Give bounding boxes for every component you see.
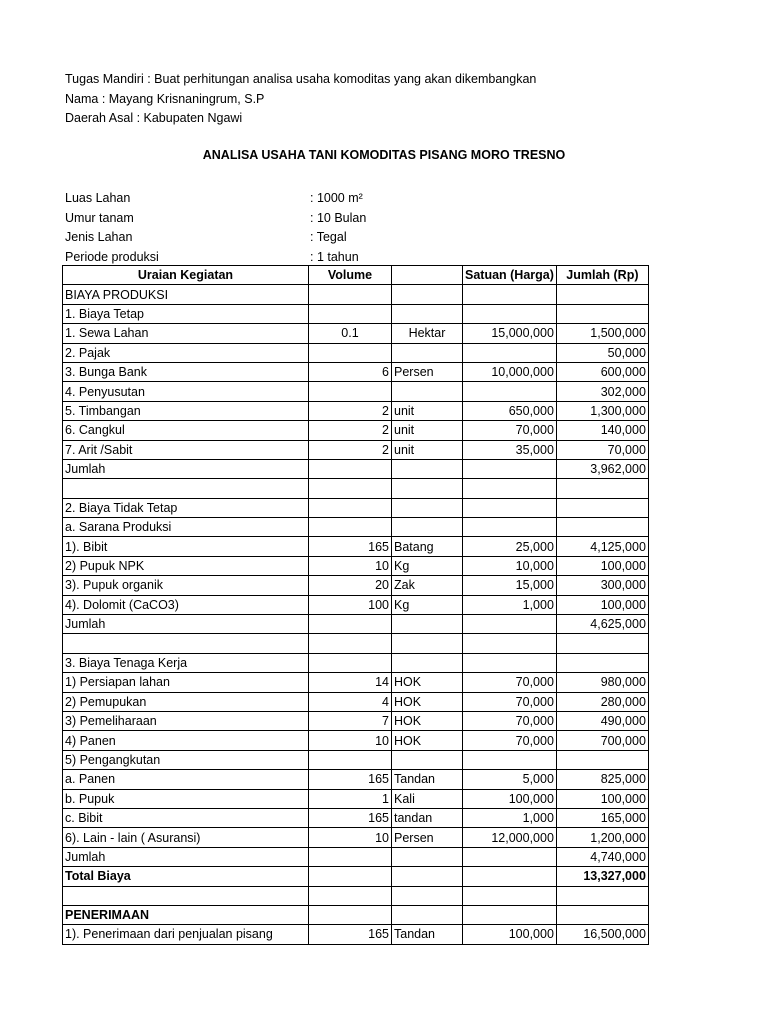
document-header [65, 70, 536, 129]
cell-unit: Kg [392, 595, 463, 614]
cost-analysis-table [62, 265, 649, 945]
cell-total: 13,327,000 [556, 867, 648, 886]
cell-item: 7. Arit /Sabit [63, 440, 309, 459]
cell-price [463, 459, 557, 478]
cell-price: 1,000 [463, 595, 557, 614]
table-row [63, 847, 649, 866]
info-row [65, 228, 465, 248]
cell-volume [309, 479, 392, 498]
cell-price: 15,000 [463, 576, 557, 595]
cell-volume [309, 343, 392, 362]
cell-unit [392, 304, 463, 323]
cell-volume [309, 615, 392, 634]
cell-price [463, 285, 557, 304]
cell-volume [309, 634, 392, 653]
cell-unit [392, 653, 463, 672]
cell-unit: Persen [392, 362, 463, 381]
cell-total [556, 634, 648, 653]
info-label: Jenis Lahan [65, 230, 133, 244]
cell-unit: unit [392, 401, 463, 420]
cell-total [556, 518, 648, 537]
cell-total: 165,000 [556, 808, 648, 827]
cell-price [463, 615, 557, 634]
cell-volume: 10 [309, 731, 392, 750]
cell-volume: 7 [309, 711, 392, 730]
cell-unit [392, 886, 463, 905]
cell-volume: 165 [309, 925, 392, 944]
cell-total: 70,000 [556, 440, 648, 459]
cell-volume [309, 886, 392, 905]
table-row [63, 595, 649, 614]
cell-unit: Tandan [392, 925, 463, 944]
cell-price: 10,000 [463, 556, 557, 575]
cell-item: 3) Pemeliharaan [63, 711, 309, 730]
cell-price: 15,000,000 [463, 324, 557, 343]
cell-unit: Zak [392, 576, 463, 595]
cell-item: 1). Bibit [63, 537, 309, 556]
table-row [63, 556, 649, 575]
cell-item: PENERIMAAN [63, 905, 309, 924]
cell-item [63, 886, 309, 905]
cell-volume: 2 [309, 401, 392, 420]
cell-total: 1,200,000 [556, 828, 648, 847]
assignment-line: Tugas Mandiri : Buat perhitungan analisa usaha komoditas yang akan dikembangkan [65, 72, 537, 86]
cell-price [463, 634, 557, 653]
table-row [63, 576, 649, 595]
cell-item: Jumlah [63, 615, 309, 634]
table-row [63, 808, 649, 827]
table-row [63, 324, 649, 343]
cell-unit: HOK [392, 692, 463, 711]
table-row [63, 401, 649, 420]
cell-total: 16,500,000 [556, 925, 648, 944]
table-row [63, 304, 649, 323]
cell-unit: Tandan [392, 770, 463, 789]
cell-price [463, 304, 557, 323]
cell-item: Total Biaya [63, 867, 309, 886]
cell-total: 4,740,000 [556, 847, 648, 866]
cell-unit [392, 847, 463, 866]
cell-price [463, 498, 557, 517]
cell-total: 825,000 [556, 770, 648, 789]
cell-volume: 2 [309, 440, 392, 459]
cell-item: c. Bibit [63, 808, 309, 827]
cell-item: 4. Penyusutan [63, 382, 309, 401]
cell-price [463, 518, 557, 537]
cell-volume: 14 [309, 673, 392, 692]
cell-volume [309, 518, 392, 537]
cell-volume [309, 285, 392, 304]
table-row [63, 925, 649, 944]
cell-item: b. Pupuk [63, 789, 309, 808]
cell-total: 3,962,000 [556, 459, 648, 478]
cell-unit: Batang [392, 537, 463, 556]
cell-total: 4,625,000 [556, 615, 648, 634]
cell-price: 35,000 [463, 440, 557, 459]
cell-price: 70,000 [463, 731, 557, 750]
table-row [63, 537, 649, 556]
cell-total: 600,000 [556, 362, 648, 381]
cell-total [556, 653, 648, 672]
table-row [63, 459, 649, 478]
cell-volume [309, 653, 392, 672]
cell-price [463, 343, 557, 362]
cell-item: 3). Pupuk organik [63, 576, 309, 595]
cell-item: 2) Pupuk NPK [63, 556, 309, 575]
table-row [63, 828, 649, 847]
cell-unit: Kali [392, 789, 463, 808]
table-body [63, 285, 649, 944]
cell-item: 5) Pengangkutan [63, 750, 309, 769]
cell-item: 6). Lain - lain ( Asuransi) [63, 828, 309, 847]
table-row [63, 905, 649, 924]
table-row [63, 382, 649, 401]
cell-volume [309, 867, 392, 886]
cell-total: 280,000 [556, 692, 648, 711]
cell-item: 4) Panen [63, 731, 309, 750]
cell-item: 1). Penerimaan dari penjualan pisang [63, 925, 309, 944]
table-row [63, 285, 649, 304]
cell-item: 2. Biaya Tidak Tetap [63, 498, 309, 517]
table-header-row [63, 266, 649, 285]
cell-item: 3. Biaya Tenaga Kerja [63, 653, 309, 672]
cell-price: 100,000 [463, 925, 557, 944]
cell-total [556, 750, 648, 769]
cell-volume [309, 750, 392, 769]
cell-total: 1,500,000 [556, 324, 648, 343]
table-row [63, 886, 649, 905]
table-row [63, 867, 649, 886]
cell-unit [392, 498, 463, 517]
cell-item [63, 634, 309, 653]
cell-price: 5,000 [463, 770, 557, 789]
info-label: Periode produksi [65, 249, 159, 264]
cell-unit: unit [392, 421, 463, 440]
cell-total: 300,000 [556, 576, 648, 595]
farm-info [65, 189, 465, 267]
cell-price [463, 847, 557, 866]
table-row [63, 498, 649, 517]
cell-total [556, 285, 648, 304]
table-row [63, 731, 649, 750]
cell-volume: 1 [309, 789, 392, 808]
cell-price: 1,000 [463, 808, 557, 827]
cell-unit: tandan [392, 808, 463, 827]
table-row [63, 362, 649, 381]
table-row [63, 634, 649, 653]
column-header-price: Satuan (Harga) [463, 266, 557, 285]
table-row [63, 750, 649, 769]
cell-price [463, 479, 557, 498]
cell-volume: 6 [309, 362, 392, 381]
cell-price [463, 750, 557, 769]
cell-item: Jumlah [63, 459, 309, 478]
cell-unit [392, 343, 463, 362]
cell-unit [392, 518, 463, 537]
cell-item: 2. Pajak [63, 343, 309, 362]
cell-total: 140,000 [556, 421, 648, 440]
cell-unit: Persen [392, 828, 463, 847]
cell-unit [392, 459, 463, 478]
cell-volume: 20 [309, 576, 392, 595]
table-row [63, 479, 649, 498]
cell-price [463, 653, 557, 672]
cell-item: 1. Biaya Tetap [63, 304, 309, 323]
cell-price: 70,000 [463, 711, 557, 730]
origin-line: Daerah Asal : Kabupaten Ngawi [65, 111, 243, 125]
cell-total [556, 498, 648, 517]
cell-price [463, 886, 557, 905]
cell-total: 302,000 [556, 382, 648, 401]
cell-price: 100,000 [463, 789, 557, 808]
cell-item: BIAYA PRODUKSI [63, 285, 309, 304]
cell-price: 12,000,000 [463, 828, 557, 847]
cell-volume: 4 [309, 692, 392, 711]
cell-unit [392, 285, 463, 304]
table-row [63, 673, 649, 692]
cell-price: 10,000,000 [463, 362, 557, 381]
cell-unit [392, 382, 463, 401]
cell-total: 980,000 [556, 673, 648, 692]
cell-volume [309, 304, 392, 323]
cell-item: 4). Dolomit (CaCO3) [63, 595, 309, 614]
cell-unit [392, 905, 463, 924]
cell-volume: 10 [309, 556, 392, 575]
table-row [63, 615, 649, 634]
column-header-item: Uraian Kegiatan [63, 266, 309, 285]
info-row [65, 209, 465, 229]
cell-volume [309, 905, 392, 924]
cell-unit: HOK [392, 673, 463, 692]
cell-unit [392, 867, 463, 886]
column-header-volume: Volume [309, 266, 392, 285]
cell-total [556, 905, 648, 924]
table-row [63, 343, 649, 362]
table-row [63, 518, 649, 537]
info-label: Luas Lahan [65, 191, 131, 205]
cell-total: 100,000 [556, 789, 648, 808]
cell-item: a. Panen [63, 770, 309, 789]
cell-total [556, 304, 648, 323]
cell-total [556, 886, 648, 905]
table-row [63, 440, 649, 459]
cell-volume [309, 498, 392, 517]
cell-price: 70,000 [463, 673, 557, 692]
cell-unit: HOK [392, 711, 463, 730]
analysis-title: ANALISA USAHA TANI KOMODITAS PISANG MORO TRESNO [202, 148, 566, 162]
cell-volume: 165 [309, 808, 392, 827]
cell-item: 2) Pemupukan [63, 692, 309, 711]
cell-price: 70,000 [463, 692, 557, 711]
cell-volume [309, 382, 392, 401]
cell-item: a. Sarana Produksi [63, 518, 309, 537]
cell-item [63, 479, 309, 498]
info-value: : Tegal [310, 230, 347, 244]
cell-price: 25,000 [463, 537, 557, 556]
cell-item: 3. Bunga Bank [63, 362, 309, 381]
table-row [63, 692, 649, 711]
info-value: : 10 Bulan [310, 210, 367, 225]
cell-unit [392, 750, 463, 769]
cell-total: 4,125,000 [556, 537, 648, 556]
cell-total: 1,300,000 [556, 401, 648, 420]
cell-volume: 0.1 [309, 324, 392, 343]
cell-total: 100,000 [556, 595, 648, 614]
cell-item: 5. Timbangan [63, 401, 309, 420]
cell-price: 70,000 [463, 421, 557, 440]
info-value: : 1 tahun [310, 249, 359, 264]
cell-item: 1) Persiapan lahan [63, 673, 309, 692]
column-header-unit [392, 266, 463, 285]
cell-unit [392, 615, 463, 634]
cell-price [463, 382, 557, 401]
column-header-total: Jumlah (Rp) [556, 266, 648, 285]
cell-total: 700,000 [556, 731, 648, 750]
cell-item: Jumlah [63, 847, 309, 866]
cell-unit [392, 479, 463, 498]
info-label: Umur tanam [65, 210, 134, 225]
cell-total: 490,000 [556, 711, 648, 730]
cell-volume: 100 [309, 595, 392, 614]
cell-unit: Hektar [392, 324, 463, 343]
table-row [63, 421, 649, 440]
cell-volume: 165 [309, 770, 392, 789]
cell-unit: Kg [392, 556, 463, 575]
name-line: Nama : Mayang Krisnaningrum, S.P [65, 91, 265, 106]
cell-total: 100,000 [556, 556, 648, 575]
cell-volume [309, 847, 392, 866]
cell-price [463, 905, 557, 924]
table-row [63, 789, 649, 808]
cell-volume: 165 [309, 537, 392, 556]
table-row [63, 770, 649, 789]
cell-item: 1. Sewa Lahan [63, 324, 309, 343]
info-value: : 1000 m² [310, 191, 363, 205]
cell-total: 50,000 [556, 343, 648, 362]
cell-unit [392, 634, 463, 653]
cell-price: 650,000 [463, 401, 557, 420]
info-row [65, 189, 465, 209]
cell-price [463, 867, 557, 886]
cell-total [556, 479, 648, 498]
cell-unit: unit [392, 440, 463, 459]
cell-volume: 2 [309, 421, 392, 440]
table-row [63, 711, 649, 730]
cell-volume: 10 [309, 828, 392, 847]
cell-item: 6. Cangkul [63, 421, 309, 440]
table-row [63, 653, 649, 672]
cell-unit: HOK [392, 731, 463, 750]
cell-volume [309, 459, 392, 478]
